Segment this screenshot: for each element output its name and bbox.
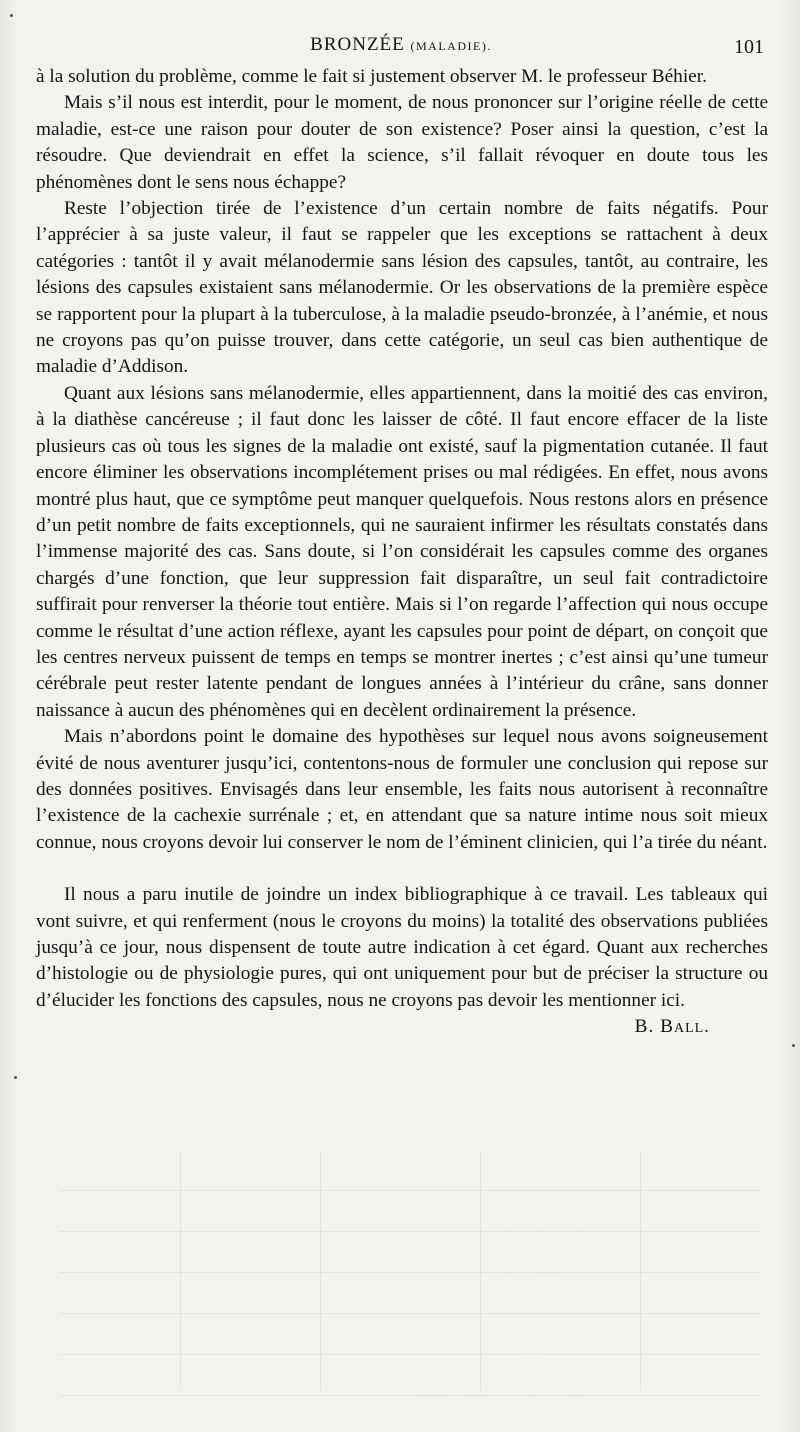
page-header bbox=[36, 30, 766, 60]
show-through-table bbox=[60, 1150, 760, 1390]
paragraph-1: à la solution du problème, comme le fait si justement observer M. le professeur Béhier. bbox=[36, 66, 707, 87]
closing-note-text: Il nous a paru inutile de joindre un index bibliographique à ce travail. Les tableaux qui vont suivre, et qui renferment (nous le croyons du moins) la totalité des observations publiées jusqu’à ce jour, nous dispensent de toute autre indication à cet égard. Quant aux recherches d’histologie ou de physiologie pures, qui ont uniquement pour but de préciser la structure ou d’élucider les fonctions des capsules, nous ne croyons pas devoir les mentionner ici. bbox=[36, 884, 768, 1011]
paper-speck bbox=[14, 1076, 17, 1079]
closing-note bbox=[36, 882, 768, 1038]
paragraph-3: Reste l’objection tirée de l’existence d’un certain nombre de faits négatifs. Pour l’apprécier à sa juste valeur, il faut se rappeler que les exceptions se rattachent à deux catégories : tantôt il y avait mélanodermie sans lésion des capsules, tantôt, au contraire, les lésions des capsules existaient sans mélanodermie. Or les observations de la première espèce se rapportent pour la plupart à la tuberculose, à la maladie pseudo-bronzée, à l’anémie, et nous ne croyons pas qu’on puisse trouver, dans cette catégorie, un seul cas bien authentique de maladie d’Addison. bbox=[36, 198, 768, 378]
running-head-subtitle: (MALADIE). bbox=[410, 39, 492, 53]
paper-speck bbox=[792, 1044, 795, 1047]
paragraph-2: Mais s’il nous est interdit, pour le moment, de nous prononcer sur l’origine réelle de cette maladie, est-ce une raison pour douter de son existence? Poser ainsi la question, c’est la résoudre. Que deviendrait en effet la science, s’il fallait révoquer en doute tous les phénomènes dont le sens nous échappe? bbox=[36, 92, 768, 193]
paragraph-4: Quant aux lésions sans mélanodermie, elles appartiennent, dans la moitié des cas environ, à la diathèse cancéreuse ; il faut donc les laisser de côté. Il faut encore effacer de la liste plusieurs cas où tous les signes de la maladie ont existé, sauf la pigmentation cutanée. Il faut encore éliminer les observations incomplétement prises ou mal rédigées. En effet, nous avons montré plus haut, que ce symptôme peut manquer quelquefois. Nous restons alors en présence d’un petit nombre de faits exceptionnels, qui ne sauraient infirmer les résultats constatés dans l’immense majorité des cas. Sans doute, si l’on considérait les capsules comme des organes chargés d’une fonction, que leur suppression fait disparaître, un seul fait contradictoire suffirait pour renverser la théorie tout entière. Mais si l’on regarde l’affection qui nous occupe comme le résultat d’une action réflexe, ayant les capsules pour point de départ, on conçoit que les centres nerveux puissent de temps en temps se montrer inertes ; c’est ainsi qu’une tumeur cérébrale peut rester latente pendant de longues années à l’intérieur du crâne, sans donner naissance à aucun des phénomènes qui en decèlent ordinairement la présence. bbox=[36, 382, 768, 721]
running-head bbox=[36, 34, 766, 56]
running-head-title: BRONZÉE bbox=[310, 34, 405, 55]
author-signature: B. Ball. bbox=[634, 1016, 710, 1038]
paragraph-5: Mais n’abordons point le domaine des hypothèses sur lequel nous avons soigneusement évité de nous aventurer jusqu’ici, contentons-nous de formuler une conclusion qui repose sur des données positives. Envisagés dans leur ensemble, les faits nous autorisent à reconnaître l’existence de la cachexie surrénale ; et, en attendant que sa nature intime nous soit mieux connue, nous croyons devoir lui conserver le nom de l’éminent clinicien, qui l’a tirée du néant. bbox=[36, 726, 768, 853]
paper-speck bbox=[10, 14, 13, 17]
page-number: 101 bbox=[734, 36, 764, 58]
body-text bbox=[36, 64, 768, 1041]
